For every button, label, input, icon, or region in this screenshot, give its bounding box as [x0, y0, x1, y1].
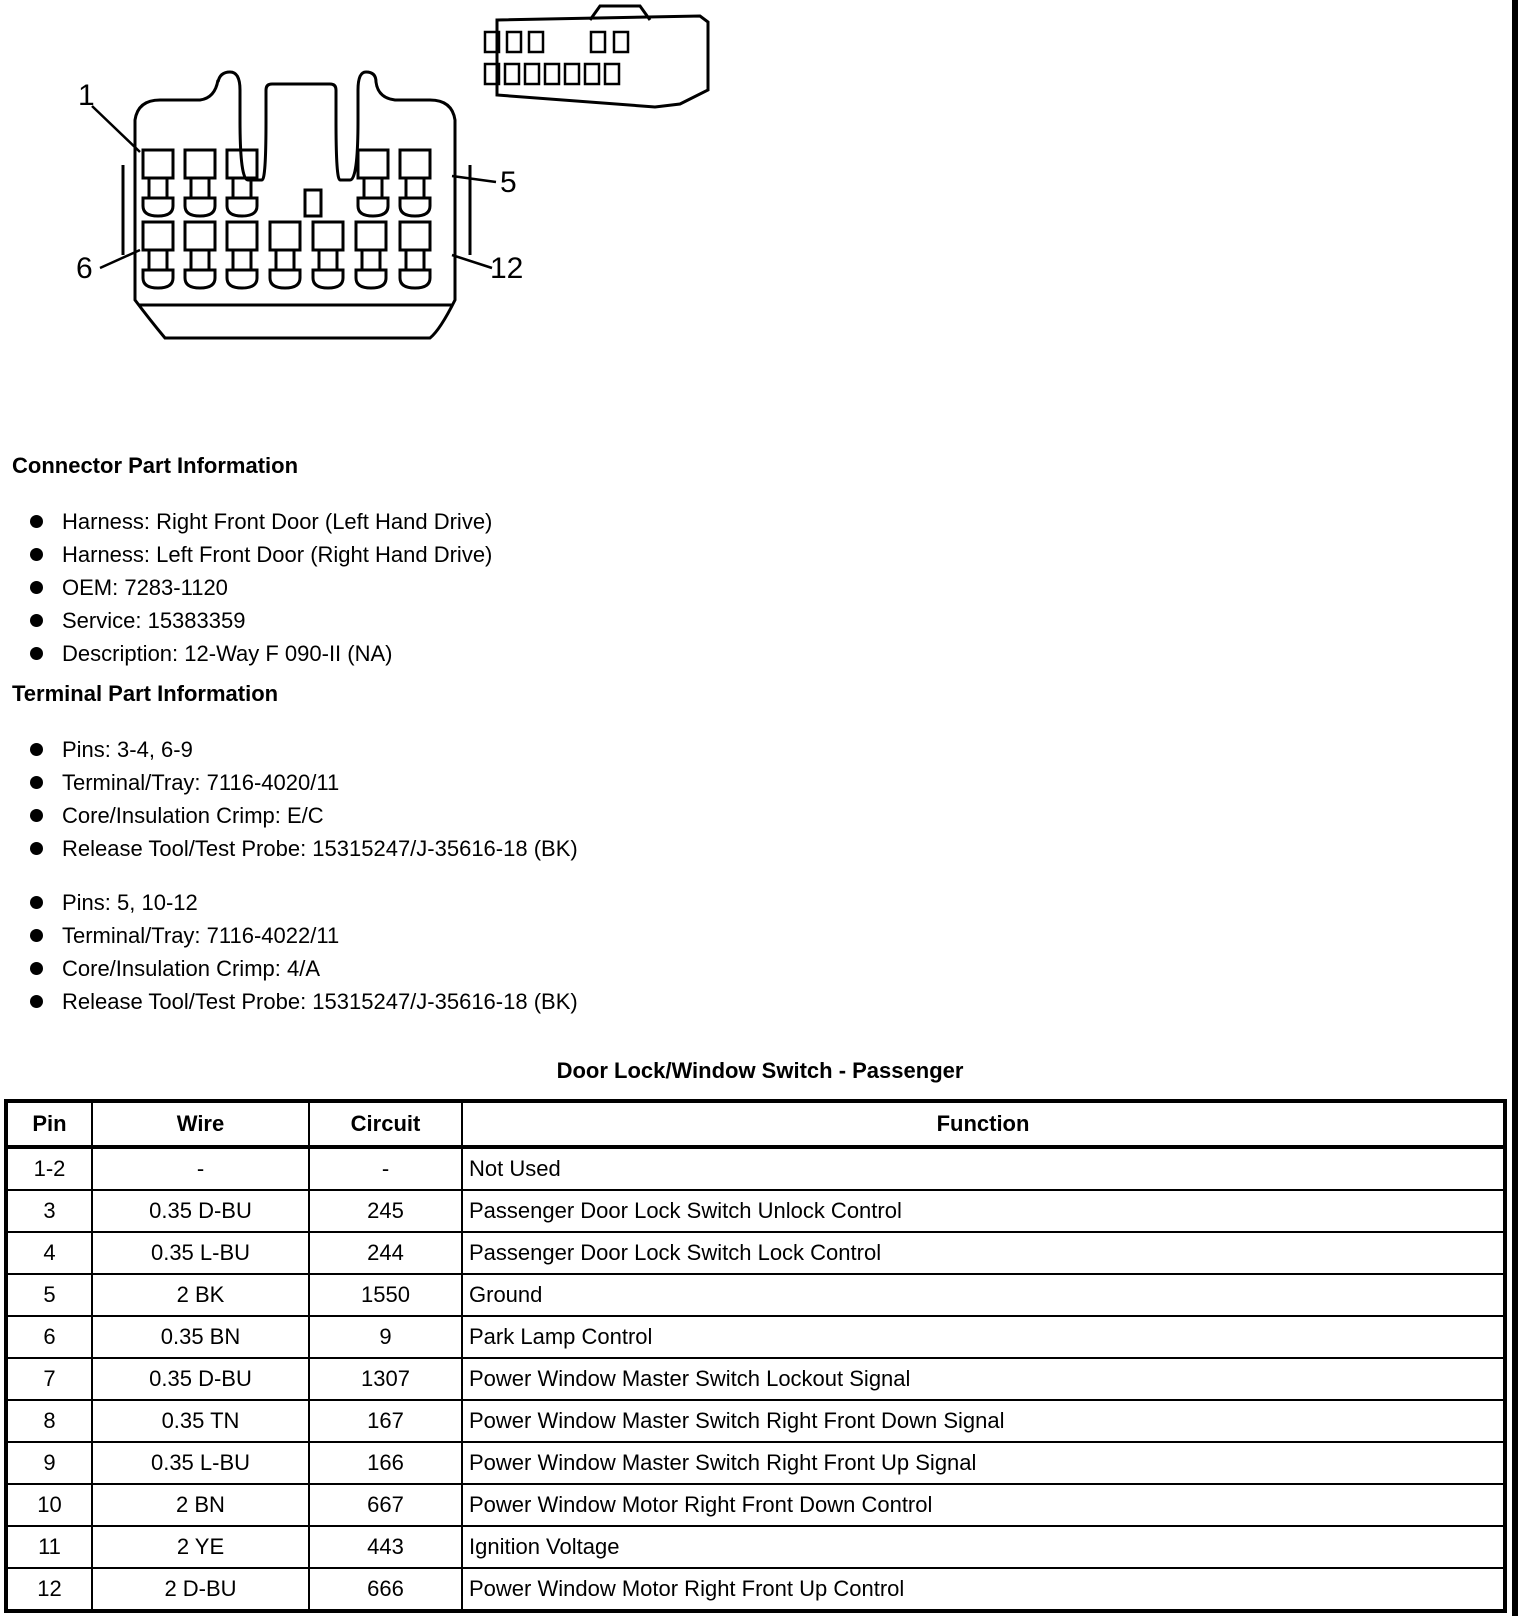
header-wire: Wire — [92, 1101, 309, 1147]
table-row — [6, 1358, 1505, 1400]
cell-circuit: 667 — [309, 1484, 462, 1526]
bullet-icon — [30, 995, 43, 1008]
cell-wire: 2 BN — [92, 1484, 309, 1526]
cell-pin: 9 — [6, 1442, 92, 1484]
bullet-icon — [30, 842, 43, 855]
connector-part-list — [30, 505, 492, 670]
cell-wire: 2 D-BU — [92, 1568, 309, 1611]
pin-cavity — [227, 222, 257, 288]
cell-circuit: 1550 — [309, 1274, 462, 1316]
cell-function: Ground — [462, 1274, 1505, 1316]
pin-cavity — [400, 150, 430, 216]
page-right-border — [1512, 0, 1518, 1616]
list-item: Terminal/Tray: 7116-4020/11 — [30, 766, 578, 799]
terminal-group-1 — [30, 733, 578, 865]
cell-function: Not Used — [462, 1147, 1505, 1190]
cell-wire: 0.35 D-BU — [92, 1190, 309, 1232]
connector-iso-view — [485, 6, 708, 107]
table-row — [6, 1526, 1505, 1568]
cell-function: Passenger Door Lock Switch Unlock Control — [462, 1190, 1505, 1232]
table-header-row — [6, 1101, 1505, 1147]
bullet-icon — [30, 581, 43, 594]
table-row — [6, 1568, 1505, 1611]
list-item: Core/Insulation Crimp: E/C — [30, 799, 578, 832]
table-row — [6, 1442, 1505, 1484]
cell-wire: 0.35 L-BU — [92, 1232, 309, 1274]
cell-circuit: 443 — [309, 1526, 462, 1568]
connector-face — [123, 72, 470, 338]
cell-pin: 11 — [6, 1526, 92, 1568]
iso-cavity — [585, 64, 599, 84]
table-row — [6, 1274, 1505, 1316]
cell-pin: 7 — [6, 1358, 92, 1400]
pin-cavity — [143, 222, 173, 288]
bullet-icon — [30, 743, 43, 756]
list-item: Harness: Left Front Door (Right Hand Drive) — [30, 538, 492, 571]
cell-pin: 1-2 — [6, 1147, 92, 1190]
cell-wire: 2 YE — [92, 1526, 309, 1568]
bullet-icon — [30, 647, 43, 660]
iso-cavity — [507, 32, 521, 52]
terminal-part-heading: Terminal Part Information — [12, 681, 279, 706]
pin-cavity — [185, 222, 215, 288]
cell-function: Park Lamp Control — [462, 1316, 1505, 1358]
cell-pin: 3 — [6, 1190, 92, 1232]
pinout-table — [4, 1099, 1507, 1613]
iso-cavity — [591, 32, 605, 52]
list-item: Description: 12-Way F 090-II (NA) — [30, 637, 492, 670]
bullet-icon — [30, 809, 43, 822]
cell-wire: 2 BK — [92, 1274, 309, 1316]
iso-cavity — [614, 32, 628, 52]
header-function: Function — [462, 1101, 1505, 1147]
list-item: Release Tool/Test Probe: 15315247/J-35616-18 (BK) — [30, 832, 578, 865]
cell-wire: 0.35 BN — [92, 1316, 309, 1358]
cell-circuit: 245 — [309, 1190, 462, 1232]
bullet-icon — [30, 515, 43, 528]
table-row — [6, 1147, 1505, 1190]
list-item: Pins: 5, 10-12 — [30, 886, 578, 919]
iso-cavity — [605, 64, 619, 84]
pin-cavity — [313, 222, 343, 288]
bullet-icon — [30, 929, 43, 942]
pin-label-12: 12 — [490, 252, 524, 285]
cell-circuit: 1307 — [309, 1358, 462, 1400]
header-pin: Pin — [6, 1101, 92, 1147]
cell-wire: - — [92, 1147, 309, 1190]
bullet-icon — [30, 962, 43, 975]
cell-wire: 0.35 D-BU — [92, 1358, 309, 1400]
iso-cavity — [525, 64, 539, 84]
table-row — [6, 1400, 1505, 1442]
table-row — [6, 1190, 1505, 1232]
cell-function: Power Window Master Switch Right Front Down Signal — [462, 1400, 1505, 1442]
cell-pin: 12 — [6, 1568, 92, 1611]
cell-function: Power Window Motor Right Front Up Control — [462, 1568, 1505, 1611]
cell-circuit: 244 — [309, 1232, 462, 1274]
cell-function: Ignition Voltage — [462, 1526, 1505, 1568]
pin-cavity — [270, 222, 300, 288]
list-item: Harness: Right Front Door (Left Hand Drive) — [30, 505, 492, 538]
pin-label-1: 1 — [78, 79, 95, 112]
pin-cavity — [185, 150, 215, 216]
cell-pin: 4 — [6, 1232, 92, 1274]
table-row — [6, 1316, 1505, 1358]
bullet-icon — [30, 776, 43, 789]
terminal-group-2 — [30, 886, 578, 1018]
list-item: Terminal/Tray: 7116-4022/11 — [30, 919, 578, 952]
pin-label-5: 5 — [500, 166, 517, 199]
pin-cavity — [356, 222, 386, 288]
cell-pin: 5 — [6, 1274, 92, 1316]
cell-function: Passenger Door Lock Switch Lock Control — [462, 1232, 1505, 1274]
bullet-icon — [30, 614, 43, 627]
cell-circuit: - — [309, 1147, 462, 1190]
bullet-icon — [30, 548, 43, 561]
cell-circuit: 9 — [309, 1316, 462, 1358]
cell-pin: 8 — [6, 1400, 92, 1442]
iso-cavity — [529, 32, 543, 52]
connector-diagram — [60, 0, 740, 360]
pin-cavity — [358, 150, 388, 216]
cell-circuit: 666 — [309, 1568, 462, 1611]
list-item: Core/Insulation Crimp: 4/A — [30, 952, 578, 985]
pin-cavity — [400, 222, 430, 288]
cell-wire: 0.35 L-BU — [92, 1442, 309, 1484]
connector-part-heading: Connector Part Information — [12, 453, 299, 478]
cell-circuit: 167 — [309, 1400, 462, 1442]
list-item: Release Tool/Test Probe: 15315247/J-35616-18 (BK) — [30, 985, 578, 1018]
cell-function: Power Window Motor Right Front Down Control — [462, 1484, 1505, 1526]
iso-cavity — [565, 64, 579, 84]
cell-pin: 6 — [6, 1316, 92, 1358]
cell-function: Power Window Master Switch Lockout Signal — [462, 1358, 1505, 1400]
header-circuit: Circuit — [309, 1101, 462, 1147]
bullet-icon — [30, 896, 43, 909]
iso-cavity — [505, 64, 519, 84]
list-item: OEM: 7283-1120 — [30, 571, 492, 604]
pin-label-6: 6 — [76, 252, 93, 285]
cell-function: Power Window Master Switch Right Front Up Signal — [462, 1442, 1505, 1484]
cell-wire: 0.35 TN — [92, 1400, 309, 1442]
list-item: Pins: 3-4, 6-9 — [30, 733, 578, 766]
cell-pin: 10 — [6, 1484, 92, 1526]
table-row — [6, 1232, 1505, 1274]
table-row — [6, 1484, 1505, 1526]
cell-circuit: 166 — [309, 1442, 462, 1484]
table-title: Door Lock/Window Switch - Passenger — [556, 1058, 964, 1083]
pin-cavity — [143, 150, 173, 216]
list-item: Service: 15383359 — [30, 604, 492, 637]
iso-cavity — [545, 64, 559, 84]
